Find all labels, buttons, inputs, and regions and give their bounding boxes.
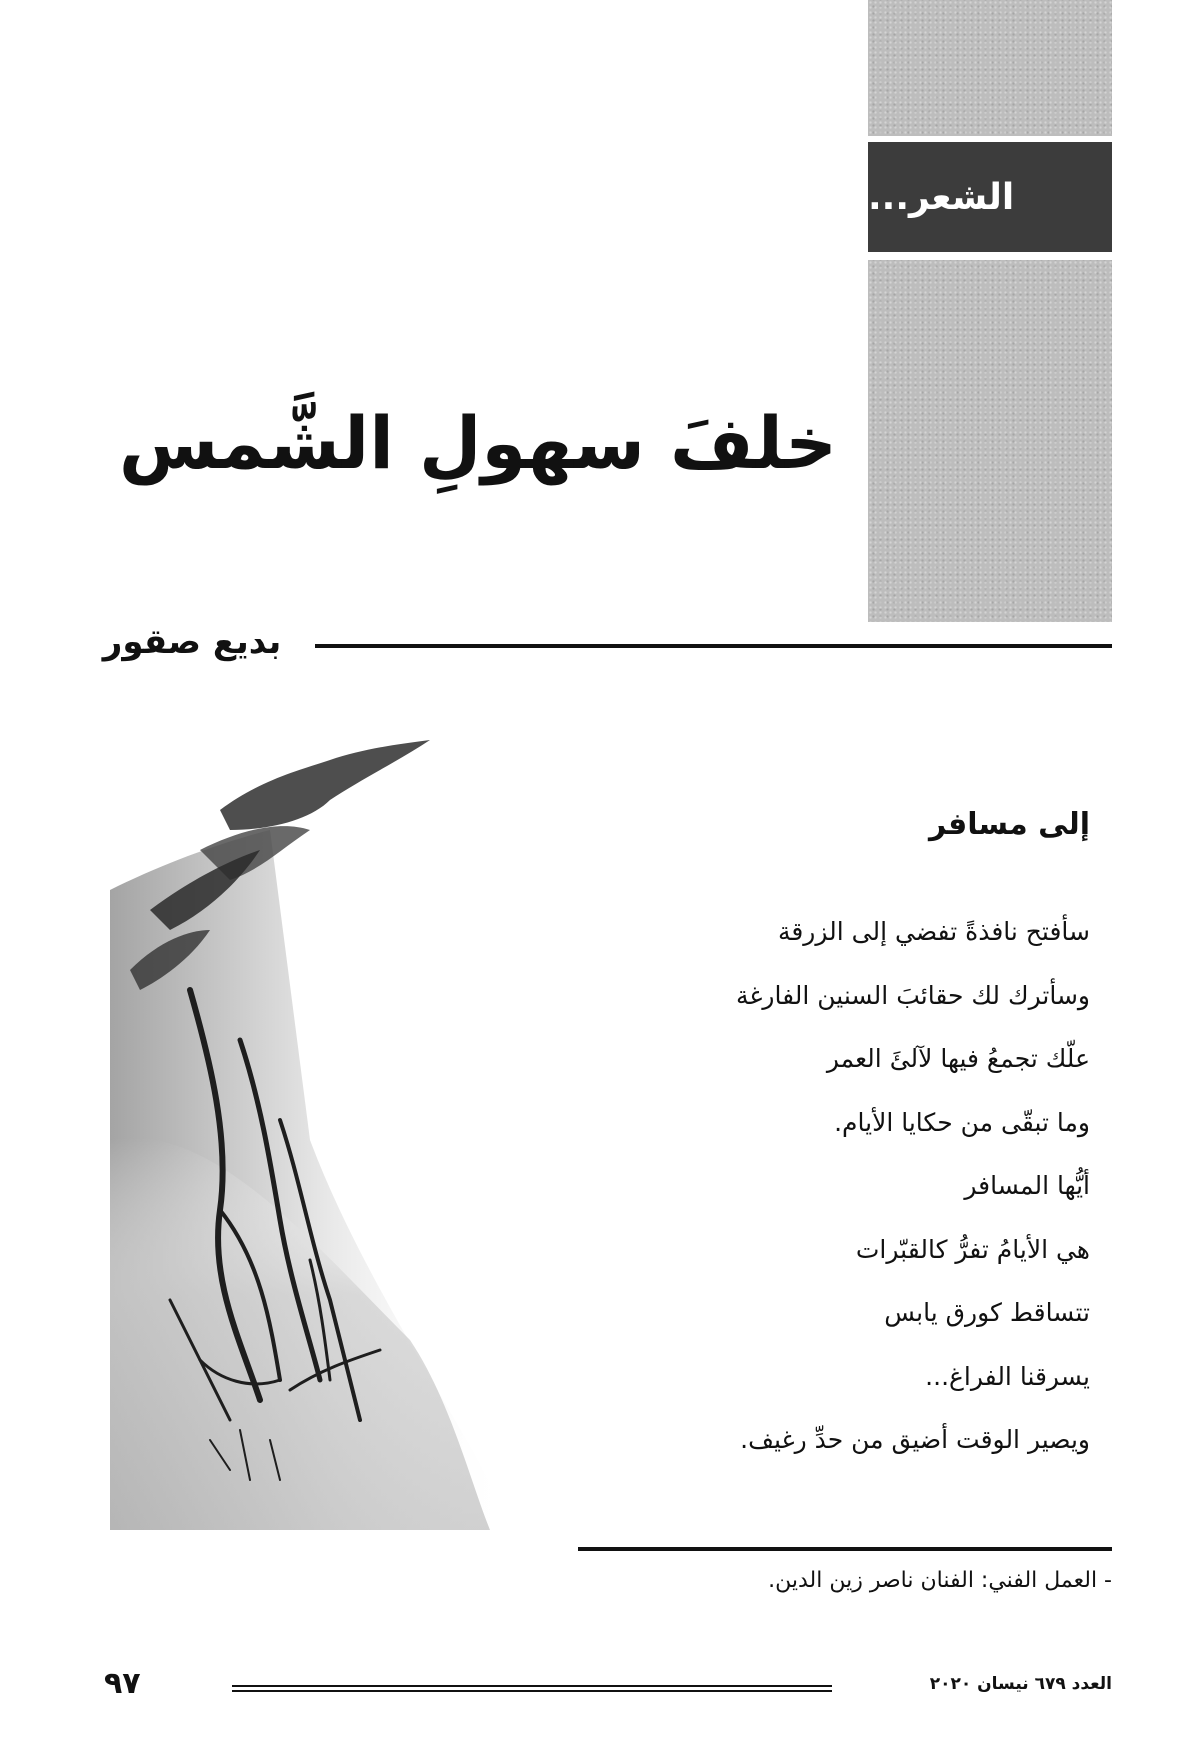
caption-divider [578, 1547, 1112, 1551]
ink-painting-illustration [110, 740, 590, 1530]
decorative-gray-block-top [868, 0, 1112, 136]
author-divider [315, 644, 1112, 648]
artwork-credit: - العمل الفني: الفنان ناصر زين الدين. [768, 1568, 1112, 1593]
footer-divider [232, 1685, 832, 1687]
issue-info: العدد ٦٧٩ نيسان ٢٠٢٠ [929, 1674, 1112, 1694]
author-name: بديع صقور [102, 622, 282, 662]
poem-line: أيُّها المسافر [964, 1171, 1090, 1200]
footer-divider-secondary [232, 1690, 832, 1692]
decorative-gray-block-bottom [868, 260, 1112, 622]
poem-line: ويصير الوقت أضيق من حدِّ رغيف. [740, 1425, 1090, 1454]
poem-line: سأفتح نافذةً تفضي إلى الزرقة [777, 917, 1090, 946]
section-label-text: الشعر... [868, 176, 1015, 218]
page-number: ٩٧ [104, 1666, 141, 1701]
article-title: خلفَ سهولِ الشَّمس [118, 401, 837, 485]
poem-line: هي الأيامُ تفرُّ كالقبّرات [855, 1234, 1090, 1264]
section-label [868, 142, 1112, 252]
poem [620, 800, 1090, 1472]
poem-line: يسرقنا الفراغ... [925, 1361, 1090, 1391]
poem-line: وسأترك لك حقائبَ السنين الفارغة [735, 980, 1090, 1010]
poem-subtitle: إلى مسافر [928, 807, 1090, 842]
poem-line: تتساقط كورق يابس [884, 1298, 1090, 1327]
poem-line: علّك تجمعُ فيها لآلئَ العمر [826, 1044, 1090, 1073]
poem-line: وما تبقّى من حكايا الأيام. [834, 1107, 1090, 1137]
